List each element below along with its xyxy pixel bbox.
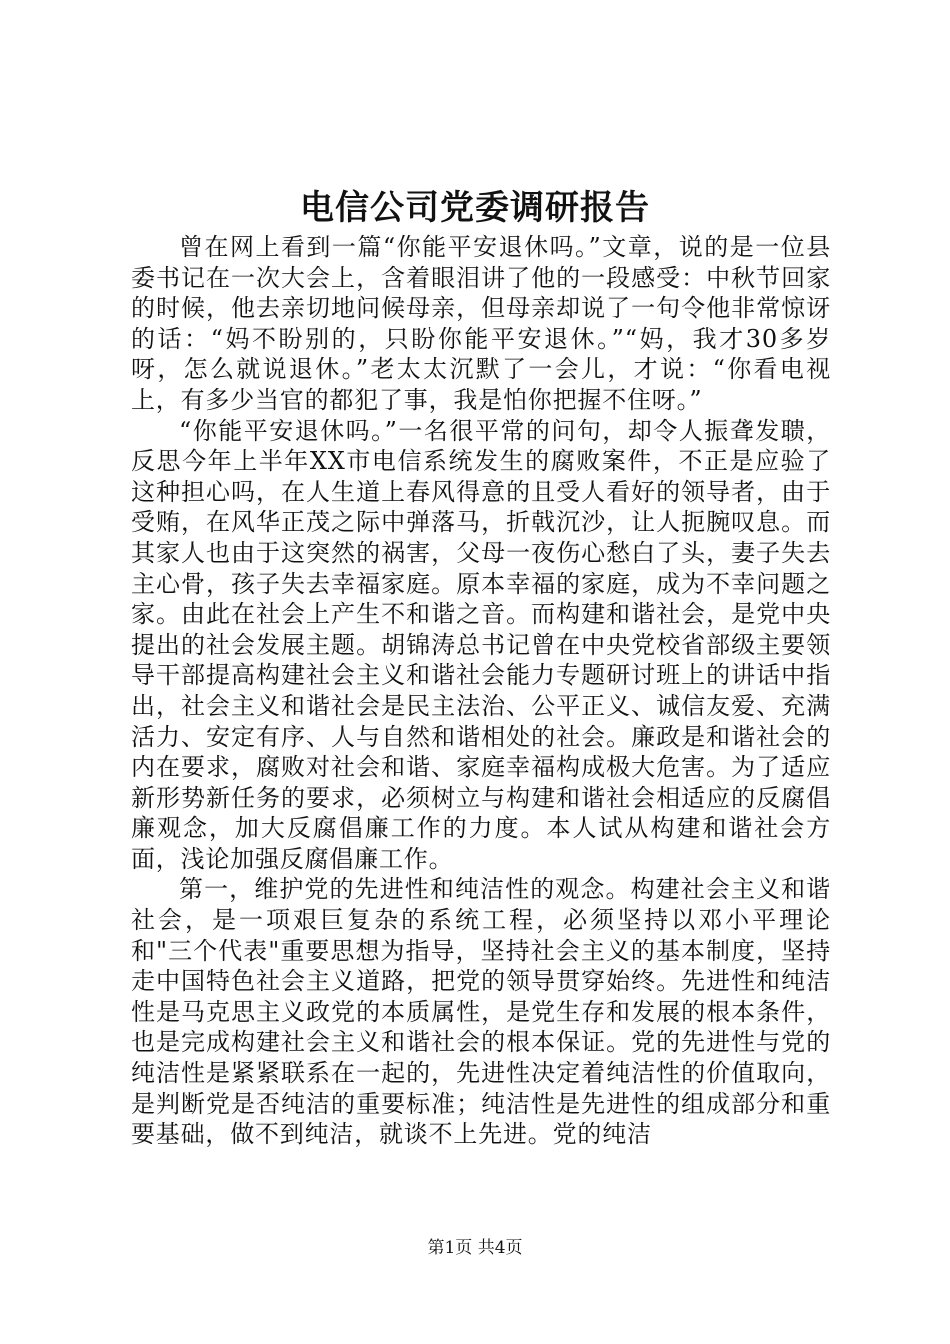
paragraph: 第一，维护党的先进性和纯洁性的观念。构建社会主义和谐社会，是一项艰巨复杂的系统工程，必须坚持以邓小平理论和"三个代表"重要思想为指导，坚持社会主义的基本制度，坚持走中国特色社会主义道路，把党的领导贯穿始终。先进性和纯洁性是马克思主义政党的本质属性，是党生存和发展的根本条件，也是完成构建社会主义和谐社会的根本保证。党的先进性与党的纯洁性是紧紧联系在一起的，先进性决定着纯洁性的价值取向，是判断党是否纯洁的重要标准；纯洁性是先进性的组成部分和重要基础，做不到纯洁，就谈不上先进。党的纯洁: [131, 875, 831, 1149]
page-footer: 第1页 共4页: [427, 1238, 523, 1258]
paragraph: “你能平安退休吗。”一名很平常的问句，却令人振聋发聩，反思今年上半年XX市电信系统发生的腐败案件，不正是应验了这种担心吗，在人生道上春风得意的且受人看好的领导者，由于受贿，在风华正茂之际中弹落马，折戟沉沙，让人扼腕叹息。而其家人也由于这突然的祸害，父母一夜伤心愁白了头，妻子失去主心骨，孩子失去幸福家庭。原本幸福的家庭，成为不幸问题之家。由此在社会上产生不和谐之音。而构建和谐社会，是党中央提出的社会发展主题。胡锦涛总书记曾在中央党校省部级主要领导干部提高构建社会主义和谐社会能力专题研讨班上的讲话中指出，社会主义和谐社会是民主法治、公平正义、诚信友爱、充满活力、安定有序、人与自然和谐相处的社会。廉政是和谐社会的内在要求，腐败对社会和谐、家庭幸福构成极大危害。为了适应新形势新任务的要求，必须树立与构建和谐社会相适应的反腐倡廉观念，加大反腐倡廉工作的力度。本人试从构建和谐社会方面，浅论加强反腐倡廉工作。: [131, 416, 831, 873]
document-body: [131, 232, 831, 1150]
document-title: 电信公司党委调研报告: [300, 188, 650, 228]
paragraph: 曾在网上看到一篇“你能平安退休吗。”文章，说的是一位县委书记在一次大会上，含着眼泪讲了他的一段感受：中秋节回家的时候，他去亲切地问候母亲，但母亲却说了一句令他非常惊讶的话：“妈不盼别的，只盼你能平安退休。”“妈，我才30多岁呀，怎么就说退休。”老太太沉默了一会儿，才说：“你看电视上，有多少当官的都犯了事，我是怕你把握不住呀。”: [131, 233, 831, 414]
